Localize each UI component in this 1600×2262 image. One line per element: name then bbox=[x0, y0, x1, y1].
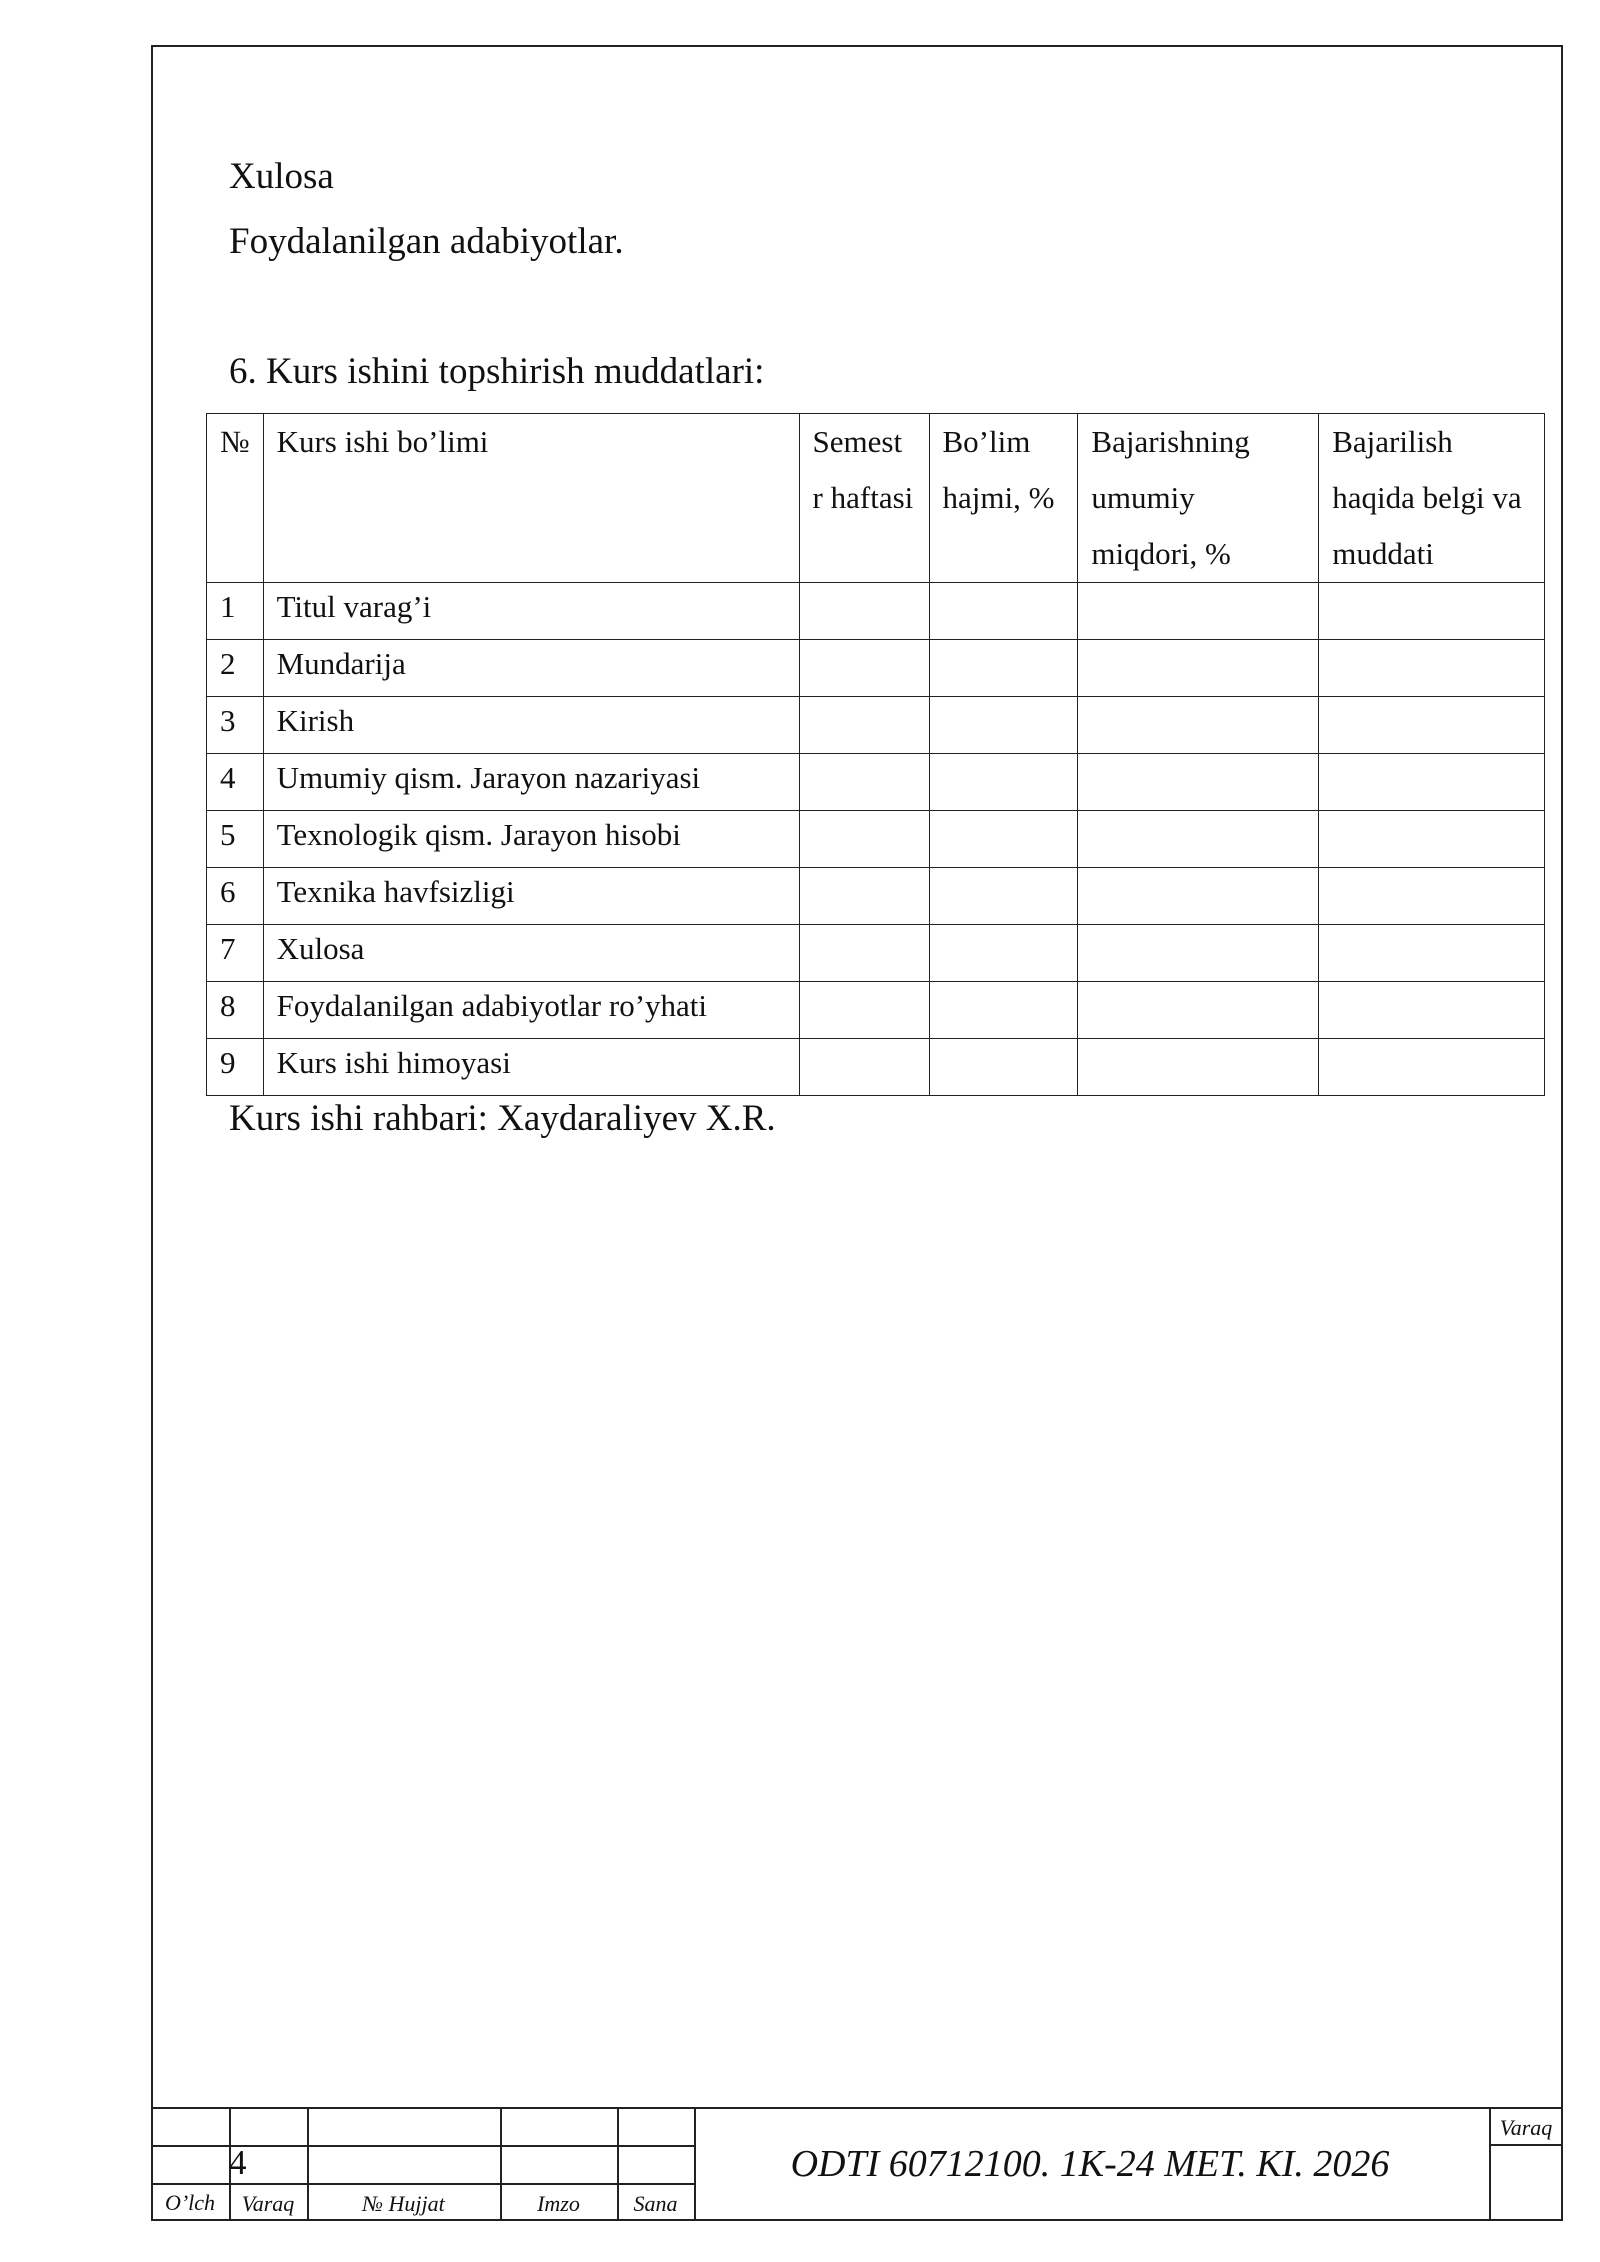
text-references: Foydalanilgan adabiyotlar. bbox=[229, 221, 624, 262]
row-section: Kurs ishi himoyasi bbox=[263, 1039, 799, 1096]
empty-cell bbox=[1078, 982, 1319, 1039]
empty-cell bbox=[799, 697, 929, 754]
header-total: Bajarishning umumiy miqdori, % bbox=[1078, 414, 1319, 583]
row-section: Kirish bbox=[263, 697, 799, 754]
empty-cell bbox=[1078, 868, 1319, 925]
empty-cell bbox=[929, 982, 1078, 1039]
header-mark: Bajarilish haqida belgi va muddati bbox=[1319, 414, 1545, 583]
header-number: № bbox=[207, 414, 264, 583]
empty-cell bbox=[799, 982, 929, 1039]
empty-cell bbox=[799, 583, 929, 640]
empty-cell bbox=[1319, 925, 1545, 982]
header-section: Kurs ishi bo’limi bbox=[263, 414, 799, 583]
empty-cell bbox=[1319, 1039, 1545, 1096]
row-number: 7 bbox=[207, 925, 264, 982]
table-row bbox=[207, 811, 1545, 868]
empty-cell bbox=[799, 1039, 929, 1096]
empty-cell bbox=[1319, 982, 1545, 1039]
row-number: 9 bbox=[207, 1039, 264, 1096]
empty-cell bbox=[929, 583, 1078, 640]
empty-cell bbox=[1078, 640, 1319, 697]
empty-cell bbox=[799, 868, 929, 925]
row-section: Mundarija bbox=[263, 640, 799, 697]
table-row bbox=[207, 1039, 1545, 1096]
empty-cell bbox=[1078, 697, 1319, 754]
header-week: Semest r haftasi bbox=[799, 414, 929, 583]
empty-cell bbox=[929, 1039, 1078, 1096]
empty-cell bbox=[1319, 640, 1545, 697]
empty-cell bbox=[929, 640, 1078, 697]
empty-cell bbox=[929, 811, 1078, 868]
empty-cell bbox=[799, 811, 929, 868]
supervisor-line: Kurs ishi rahbari: Xaydaraliyev X.R. bbox=[229, 1098, 776, 1139]
stamp-label-date: Sana bbox=[633, 2191, 678, 2216]
row-section: Foydalanilgan adabiyotlar ro’yhati bbox=[263, 982, 799, 1039]
table-row bbox=[207, 697, 1545, 754]
row-number: 2 bbox=[207, 640, 264, 697]
row-number: 3 bbox=[207, 697, 264, 754]
text-conclusion: Xulosa bbox=[229, 156, 334, 197]
empty-cell bbox=[1078, 811, 1319, 868]
stamp-label-measure: O’lch bbox=[164, 2190, 216, 2215]
stamp-label-sheet: Varaq bbox=[241, 2191, 295, 2216]
empty-cell bbox=[929, 868, 1078, 925]
stamp-label-document-no: № Hujjat bbox=[362, 2191, 445, 2216]
row-number: 5 bbox=[207, 811, 264, 868]
row-number: 4 bbox=[207, 754, 264, 811]
schedule-table bbox=[206, 413, 1545, 1096]
section-title: 6. Kurs ishini topshirish muddatlari: bbox=[229, 351, 765, 392]
empty-cell bbox=[1078, 583, 1319, 640]
document-code: ODTI 60712100. 1K-24 MET. KI. 2026 bbox=[790, 2143, 1390, 2185]
empty-cell bbox=[1319, 868, 1545, 925]
row-section: Xulosa bbox=[263, 925, 799, 982]
table-row bbox=[207, 754, 1545, 811]
empty-cell bbox=[929, 754, 1078, 811]
empty-cell bbox=[1078, 925, 1319, 982]
empty-cell bbox=[799, 754, 929, 811]
page-number: 4 bbox=[229, 2143, 247, 2182]
row-section: Texnika havfsizligi bbox=[263, 868, 799, 925]
header-volume: Bo’lim hajmi, % bbox=[929, 414, 1078, 583]
empty-cell bbox=[1319, 811, 1545, 868]
row-number: 1 bbox=[207, 583, 264, 640]
row-section: Umumiy qism. Jarayon nazariyasi bbox=[263, 754, 799, 811]
table-row bbox=[207, 982, 1545, 1039]
row-section: Texnologik qism. Jarayon hisobi bbox=[263, 811, 799, 868]
empty-cell bbox=[1319, 697, 1545, 754]
table-row bbox=[207, 925, 1545, 982]
table-row bbox=[207, 868, 1545, 925]
row-section: Titul varag’i bbox=[263, 583, 799, 640]
sheet-label: Varaq bbox=[1499, 2115, 1553, 2140]
empty-cell bbox=[1319, 583, 1545, 640]
empty-cell bbox=[799, 640, 929, 697]
empty-cell bbox=[799, 925, 929, 982]
table-row bbox=[207, 583, 1545, 640]
table-header-row bbox=[207, 414, 1545, 583]
table-row bbox=[207, 640, 1545, 697]
empty-cell bbox=[1078, 1039, 1319, 1096]
row-number: 8 bbox=[207, 982, 264, 1039]
empty-cell bbox=[929, 925, 1078, 982]
empty-cell bbox=[1319, 754, 1545, 811]
stamp-label-signature: Imzo bbox=[537, 2191, 580, 2216]
empty-cell bbox=[929, 697, 1078, 754]
empty-cell bbox=[1078, 754, 1319, 811]
row-number: 6 bbox=[207, 868, 264, 925]
